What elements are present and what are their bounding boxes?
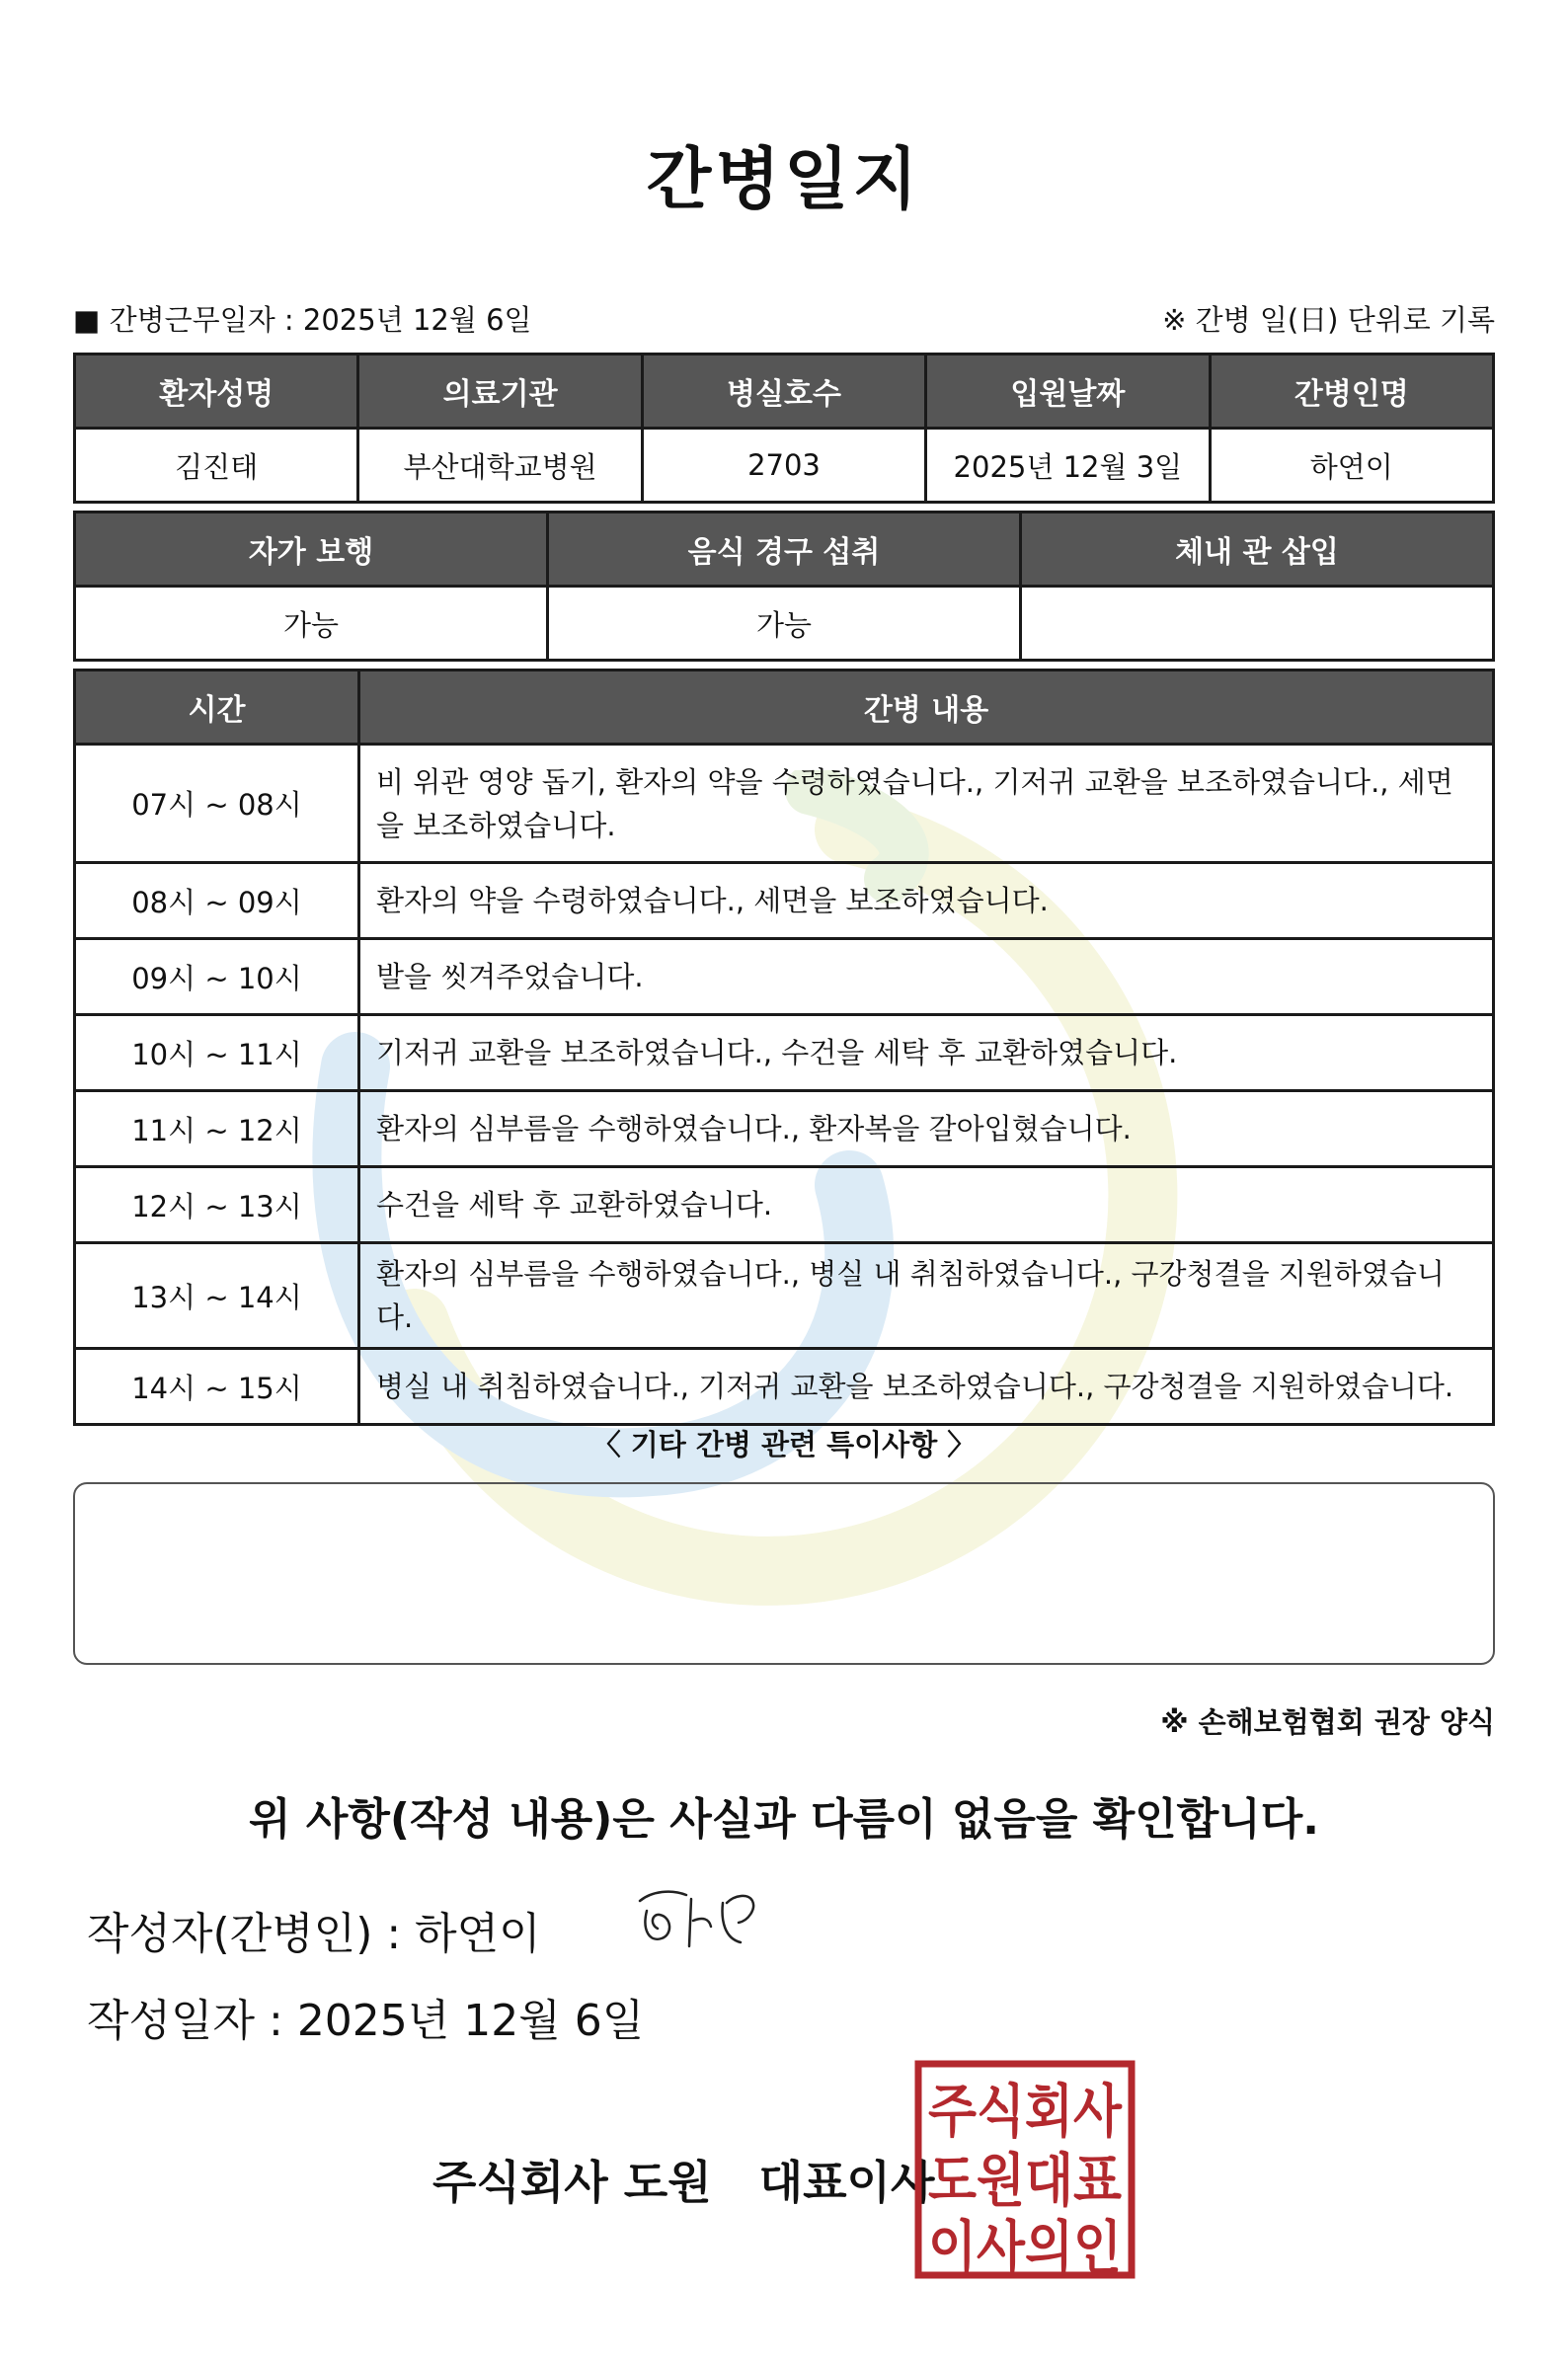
patient-status-table	[73, 511, 1495, 662]
hospital: 부산대학교병원	[358, 429, 642, 503]
unit-note: ※ 간병 일(日) 단위로 기록	[1162, 303, 1495, 337]
row-content: 수건을 세탁 후 교환하였습니다.	[359, 1167, 1494, 1243]
header-tube: 체내 관 삽입	[1021, 513, 1494, 587]
row-time: 14시 ~ 15시	[75, 1349, 359, 1425]
work-date: ■ 간병근무일자 : 2025년 12월 6일	[73, 303, 532, 337]
row-content: 비 위관 영양 돕기, 환자의 약을 수령하였습니다., 기저귀 교환을 보조하였습니다., 세면을 보조하였습니다.	[359, 745, 1494, 863]
row-content: 기저귀 교환을 보조하였습니다., 수건을 세탁 후 교환하였습니다.	[359, 1015, 1494, 1091]
row-content: 환자의 심부름을 수행하였습니다., 병실 내 취침하였습니다., 구강청결을 지원하였습니다.	[359, 1243, 1494, 1349]
row-content: 발을 씻겨주었습니다.	[359, 939, 1494, 1015]
writer-line: 작성자(간병인) : 하연이	[87, 1909, 541, 1959]
header-caregiver: 간병인명	[1210, 355, 1493, 429]
header-time: 시간	[75, 670, 359, 745]
table-row	[75, 1091, 1494, 1167]
confirmation-statement: 위 사항(작성 내용)은 사실과 다름이 없음을 확인합니다.	[249, 1794, 1319, 1845]
table-row	[75, 1015, 1494, 1091]
oral-intake-status: 가능	[548, 587, 1021, 661]
row-time: 09시 ~ 10시	[75, 939, 359, 1015]
patient-info-table	[73, 353, 1495, 504]
row-time: 12시 ~ 13시	[75, 1167, 359, 1243]
admission-date: 2025년 12월 3일	[926, 429, 1210, 503]
row-time: 13시 ~ 14시	[75, 1243, 359, 1349]
document-title: 간병일지	[646, 141, 922, 219]
company-representative: 주식회사 도원 대표이사	[432, 2156, 935, 2209]
table-row	[75, 1349, 1494, 1425]
signature	[632, 1881, 760, 1960]
row-time: 07시 ~ 08시	[75, 745, 359, 863]
row-time: 08시 ~ 09시	[75, 863, 359, 939]
row-content: 환자의 심부름을 수행하였습니다., 환자복을 갈아입혔습니다.	[359, 1091, 1494, 1167]
row-time: 10시 ~ 11시	[75, 1015, 359, 1091]
patient-name: 김진태	[75, 429, 358, 503]
special-notes-title: 〈 기타 간병 관련 특이사항 〉	[591, 1428, 977, 1461]
table-row	[75, 1243, 1494, 1349]
table-row	[75, 1167, 1494, 1243]
date-line: 작성일자 : 2025년 12월 6일	[87, 1996, 645, 2046]
caregiver-name: 하연이	[1210, 429, 1493, 503]
row-content: 병실 내 취침하였습니다., 기저귀 교환을 보조하였습니다., 구강청결을 지원하였습니다.	[359, 1349, 1494, 1425]
header-admission-date: 입원날짜	[926, 355, 1210, 429]
special-notes-box	[73, 1482, 1495, 1665]
header-care-content: 간병 내용	[359, 670, 1494, 745]
association-note: ※ 손해보험협회 권장 양식	[1160, 1705, 1495, 1739]
care-log-table	[73, 669, 1495, 1426]
row-content: 환자의 약을 수령하였습니다., 세면을 보조하였습니다.	[359, 863, 1494, 939]
walking-status: 가능	[75, 587, 548, 661]
header-walking: 자가 보행	[75, 513, 548, 587]
header-hospital: 의료기관	[358, 355, 642, 429]
company-seal-stamp	[914, 2060, 1136, 2279]
table-row	[75, 939, 1494, 1015]
tube-status	[1021, 587, 1494, 661]
header-patient-name: 환자성명	[75, 355, 358, 429]
svg-text:주식회사: 주식회사	[928, 2078, 1123, 2145]
row-time: 11시 ~ 12시	[75, 1091, 359, 1167]
header-oral-intake: 음식 경구 섭취	[548, 513, 1021, 587]
svg-text:도원대표: 도원대표	[928, 2147, 1122, 2214]
table-row	[75, 745, 1494, 863]
svg-text:이사의인: 이사의인	[928, 2214, 1122, 2279]
room-number: 2703	[642, 429, 925, 503]
header-room: 병실호수	[642, 355, 925, 429]
table-row	[75, 863, 1494, 939]
